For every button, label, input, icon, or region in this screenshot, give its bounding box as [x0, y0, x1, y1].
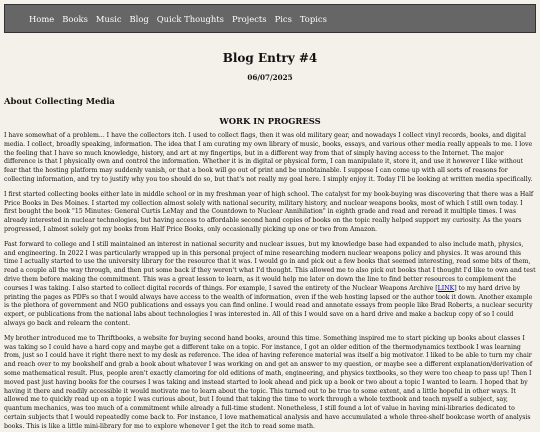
paragraph-2: I first started collecting books either late in middle school or in my freshman year of high school. The catalyst for my book-buying was discovering that there was a Half Price Books in Des Moines. I started my collection almost solely with national security, military history, and nuclear weapons books, most of which I still own today. I first bought the book "15 Minutes: General Curtis LeMay and the Countdown to Nuclear Annihilation" in eighth grade and read and reread it multiple times. I was already interested in nuclear technologies, but having access to affordable second hand copies of books on the topic really helped support my curiosity. As the years progressed, I almost solely got my books from Half Price Books, only occasionally picking up one or two from Amazon.	[4, 190, 534, 233]
paragraph-3-text-before: Fast forward to college and I still maintained an interest in national security and nuclear issues, but my knowledge base had expanded to also include math, physics, and engineering. In 2022 I was particularly wrapped up in this personal project of mine researching modern nuclear weapons policy and physics. It was around this time I actually started to use the university library for the resource that it was. I would go in and pick out a few books that seemed interesting, read some bits of them, read a couple all the way through, and then put some back if they weren't what I'd thought. This allowed me to also pick out books that I thought I'd like to own and test drive them before making the commitment. This was a great lesson to learn, as it would help me later on down the line to find better resources to complement the courses I was taking. I also started to collect digital records of things. For example, I saved the entirety of the Nuclear Weapons Archive [	[4, 240, 536, 292]
nuclear-weapons-archive-link[interactable]: LINK	[437, 284, 455, 292]
nav-projects-link[interactable]: Projects	[231, 13, 267, 24]
nav-music-link[interactable]: Music	[95, 13, 122, 24]
nav-books-link[interactable]: Books	[62, 13, 88, 24]
work-in-progress-banner: WORK IN PROGRESS	[219, 116, 321, 126]
page-title: Blog Entry #4	[222, 51, 318, 65]
nav-pics-link[interactable]: Pics	[274, 13, 292, 24]
post-date: 06/07/2025	[247, 73, 293, 82]
paragraph-3-text-after: ] to my hard drive by printing the pages as PDFs so that I would always have access to the wealth of information, even if the web hosting lapsed or the author took it down. Another example is the plethora of government and NGO publications and essays you can find online. I would read and annotate essays from people like Brad Roberts, a nuclear security expert, or publications from the national labs about technologies I was interested in. All of this I would save on a hard drive and make a backup copy of so I could always go back and relearn the content.	[4, 284, 533, 327]
paragraph-1: I have somewhat of a problem... I have the collectors itch. I used to collect flags, then it was old military gear, and nowadays I collect vinyl records, books, and digital media. I collect, broadly speaking, information. The idea that I am curating my own library of music, books, essays, and various other media really appeals to me. I love the feeling that I have so much knowledge, history, and art at my fingertips, but in a different way from that of simply having access to the Internet. The major difference is that I physically own and control the information. Whether it is in digital or physical form, I can manipulate it, store it, and use it however I like without fear that the hosting platform may suddenly vanish, or that a book will go out of print and be unobtainable. I suppose I can come up with all sorts of reasons for collecting information, and try to justify why you too should do so, but that's not really my goal here. I simply enjoy it. Today I'll be looking at written media specifically.	[4, 132, 533, 183]
section-heading: About Collecting Media	[4, 96, 115, 106]
article-body	[0, 132, 540, 432]
nav-topics-link[interactable]: Topics	[299, 13, 327, 24]
paragraph-4: My brother introduced me to Thriftbooks, a website for buying second hand books, around this time. Something inspired me to start picking up books about classes I was taking so I could have a hard copy and maybe get a different take on a topic. For instance, I got an older edition of the thermodynamics textbook I was learning from, just so I could have it right there next to my desk as reference. The idea of having reference material was itself a big motivator. I liked to be able to turn my chair and reach over to my bookshelf and grab a book about whatever I was working on and get an answer to my question, or maybe see a different explanation/derivation of some mathematical result. Plus, people aren't exactly clamoring for old editions of math, engineering, and physics textbooks, so they were too cheap to pass up! Then I moved past just having books for the courses I was taking and instead started to look ahead and pick up a book or two about a topic I wanted to learn. I hoped that by having it there and readily accessible it would motivate me to learn about the topic. This turned out to be true to some extent, and a little hopeful in other ways. It allowed me to quickly read up on a topic I was curious about, but I found that taking the time to work through a whole textbook and teach myself a subject, say, quantum mechanics, was too much of a commitment while already a full-time student. Nonetheless, I still found a lot of value in having mini-libraries dedicated to certain subjects that I would repeatedly come back to. For instance, I love mathematical analysis and have accumulated a whole three-shelf bookcase worth of analysis books. This is like a little mini-library for me to explore whenever I get the itch to read some math.	[4, 334, 533, 430]
nav-blog-link[interactable]: Blog	[129, 13, 149, 24]
nav-quick-thoughts-link[interactable]: Quick Thoughts	[156, 13, 224, 24]
nav-home-link[interactable]: Home	[29, 13, 55, 24]
nav-bar	[4, 4, 536, 33]
paragraph-3	[4, 241, 536, 329]
